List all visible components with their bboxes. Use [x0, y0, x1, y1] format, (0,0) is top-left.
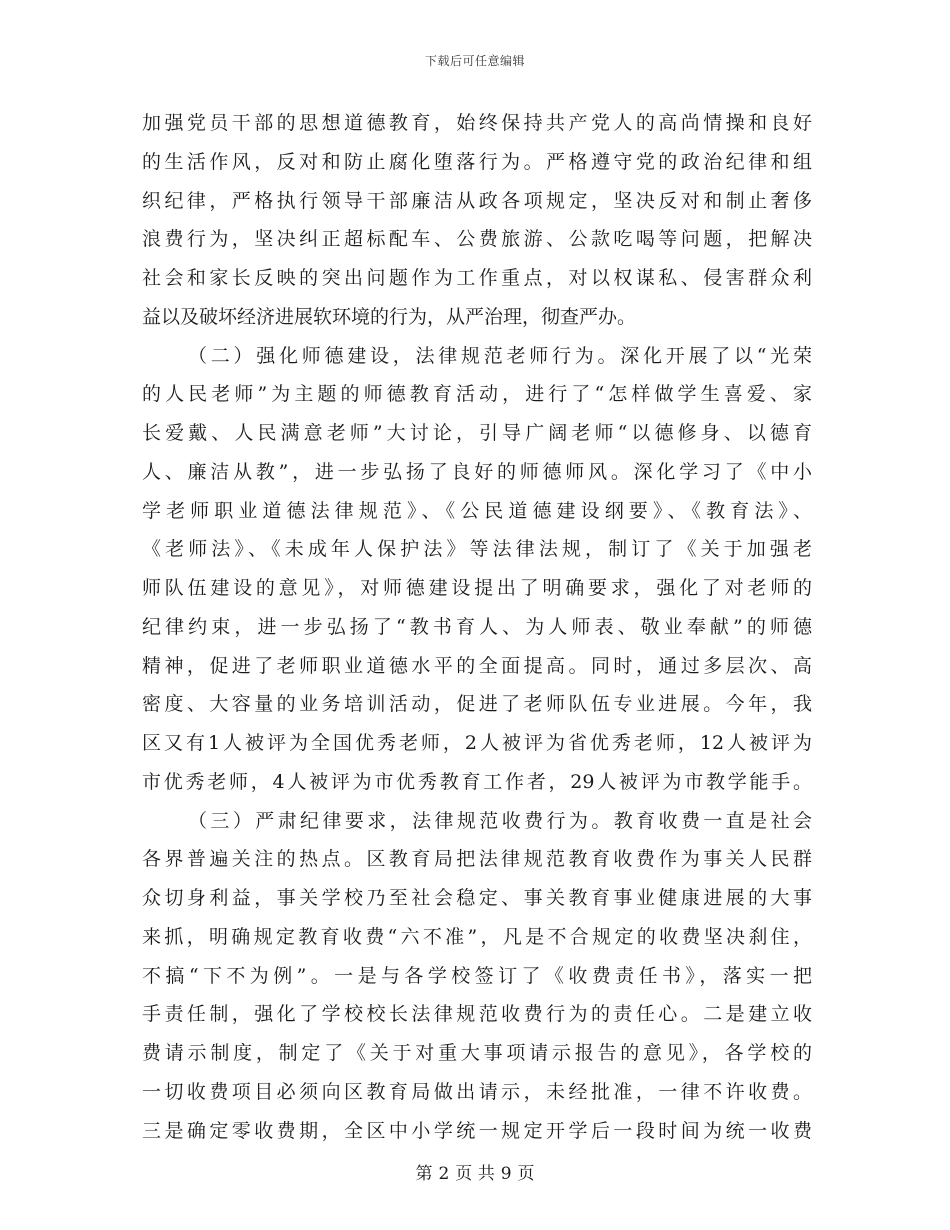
- paragraph-start-line: （二）强化师德建设，法律规范老师行为。深化开展了以“光荣: [188, 344, 812, 367]
- page-label-mid: 页 共: [455, 1164, 495, 1184]
- text-line: 费请示制度，制定了《关于对重大事项请示报告的意见》，各学校的: [142, 1042, 812, 1064]
- page-total-number: 9: [500, 1164, 512, 1184]
- text-line: 长爱戴、人民满意老师”大讨论，引导广阔老师“以德修身、以德育: [142, 422, 812, 444]
- text-line: 三是确定零收费期，全区中小学统一规定开学后一段时间为统一收费: [142, 1119, 812, 1142]
- text-line: 人、廉洁从教”，进一步弘扬了良好的师德师风。深化学习了《中小: [142, 460, 812, 483]
- page-label-suffix: 页: [517, 1164, 535, 1184]
- page-current-number: 2: [438, 1164, 450, 1184]
- text-line: 手责任制，强化了学校校长法律规范收费行为的责任心。二是建立收: [142, 1003, 812, 1026]
- text-line: 不搞“下不为例”。一是与各学校签订了《收费责任书》，落实一把: [142, 964, 812, 987]
- text-line: 的人民老师”为主题的师德教育活动，进行了“怎样做学生喜爱、家: [142, 383, 812, 406]
- text-line: 众切身利益，事关学校乃至社会稳定、事关教育事业健康进展的大事: [142, 887, 812, 909]
- paragraph-start-line: （三）严肃纪律要求，法律规范收费行为。教育收费一直是社会: [188, 809, 812, 832]
- text-line: 益以及破坏经济进展软环境的行为，从严治理，彻查严办。: [142, 305, 637, 328]
- text-line: 学老师职业道德法律规范》、《公民道德建设纲要》、《教育法》、: [142, 499, 812, 522]
- page-number-footer: [0, 1159, 950, 1184]
- text-line: 社会和家长反映的突出问题作为工作重点，对以权谋私、侵害群众利: [142, 267, 812, 289]
- text-line: 精神，促进了老师职业道德水平的全面提高。同时，通过多层次、高: [142, 654, 812, 677]
- text-line: 区又有1人被评为全国优秀老师，2人被评为省优秀老师，12人被评为: [142, 732, 812, 754]
- document-body: [142, 104, 812, 1150]
- text-line: 各界普遍关注的热点。区教育局把法律规范教育收费作为事关人民群: [142, 848, 812, 871]
- text-line: 浪费行为，坚决纠正超标配车、公费旅游、公款吃喝等问题，把解决: [142, 228, 812, 251]
- text-line: 织纪律，严格执行领导干部廉洁从政各项规定，坚决反对和制止奢侈: [142, 189, 812, 212]
- text-line: 的生活作风，反对和防止腐化堕落行为。严格遵守党的政治纪律和组: [142, 150, 812, 173]
- text-line: 《老师法》、《未成年人保护法》等法律法规，制订了《关于加强老: [142, 538, 812, 561]
- text-line: 来抓，明确规定教育收费“六不准”，凡是不合规定的收费坚决刹住，: [142, 925, 812, 948]
- text-line: 一切收费项目必须向区教育局做出请示，未经批准，一律不许收费。: [142, 1080, 812, 1103]
- text-line: 密度、大容量的业务培训活动，促进了老师队伍专业进展。今年，我: [142, 693, 812, 716]
- page-header-note: 下载后可任意编辑: [424, 54, 525, 68]
- text-line: 市优秀老师，4人被评为市优秀教育工作者，29人被评为市教学能手。: [142, 770, 812, 793]
- text-line: 师队伍建设的意见》，对师德建设提出了明确要求，强化了对老师的: [142, 577, 812, 599]
- text-line: 加强党员干部的思想道德教育，始终保持共产党人的高尚情操和良好: [142, 112, 812, 134]
- text-line: 纪律约束，进一步弘扬了“教书育人、为人师表、敬业奉献”的师德: [142, 615, 812, 638]
- page-label-prefix: 第: [415, 1164, 433, 1184]
